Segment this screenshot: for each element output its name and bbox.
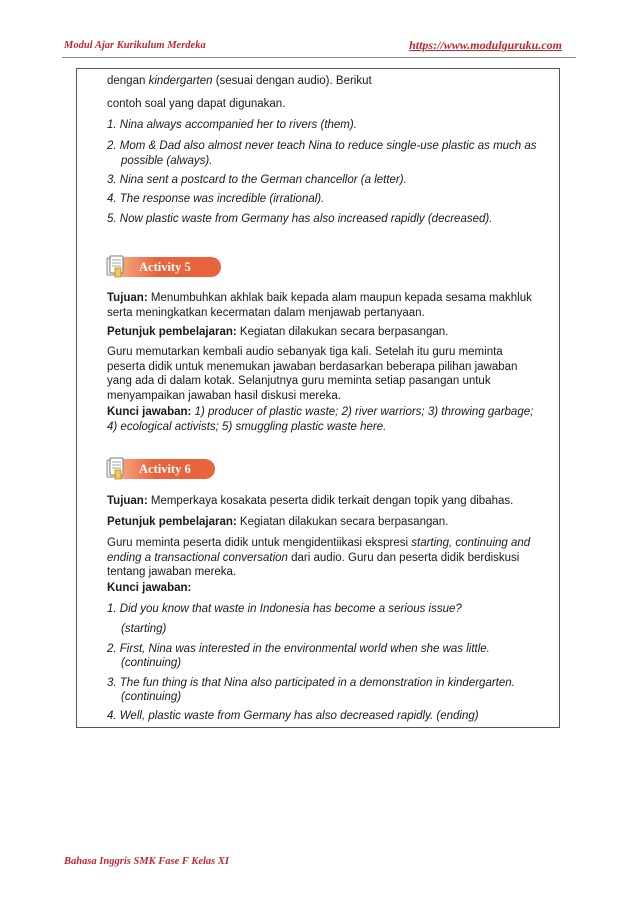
activity-5-kunci: Kunci jawaban: 1) producer of plastic waste; 2) river warriors; 3) throwing garbage; 4) ecological activists; 5) smuggling plastic waste here. (107, 406, 534, 433)
answer-2-tag: (continuing) (121, 657, 182, 669)
intro-item-3: 3. Nina sent a postcard to the German chancellor (a letter). (107, 174, 407, 186)
answer-4: 4. Well, plastic waste from Germany has also decreased rapidly. (ending) (107, 710, 479, 722)
intro-line-1: dengan kindergarten (sesuai dengan audio). Berikut (107, 75, 372, 87)
intro-item-1: 1. Nina always accompanied her to rivers (them). (107, 119, 357, 131)
activity-6-body: Guru meminta peserta didik untuk mengidentiikasi ekspresi starting, continuing and ending a transactional conversation dari audio. Guru dan peserta didik berdiskusi tentang jawaban mereka. (107, 537, 531, 578)
activity-5-body: Guru memutarkan kembali audio sebanyak tiga kali. Setelah itu guru meminta peserta didik untuk menemukan jawaban berdasarkan beberapa pilihan jawaban yang ada di dalam kotak. Selanjutnya guru meminta setiap pasangan untuk menyampaikan jawaban hasil diskusi mereka. (107, 346, 518, 402)
intro-item-4: 4. The response was incredible (irrational). (107, 193, 325, 205)
notebook-icon (105, 457, 125, 481)
answer-3-tag: (continuing) (121, 691, 182, 703)
activity-6-tujuan: Tujuan: Memperkaya kosakata peserta didik terkait dengan topik yang dibahas. (107, 495, 514, 507)
activity-6-kunci-label: Kunci jawaban: (107, 582, 192, 594)
activity-5-label: Activity 5 (115, 257, 221, 277)
activity-6-petunjuk: Petunjuk pembelajaran: Kegiatan dilakukan secara berpasangan. (107, 516, 449, 528)
header-module-title: Modul Ajar Kurikulum Merdeka (64, 40, 206, 51)
header-divider (62, 57, 576, 58)
activity-6-label: Activity 6 (115, 459, 215, 479)
answer-1: 1. Did you know that waste in Indonesia has become a serious issue? (107, 603, 462, 615)
notebook-icon (105, 255, 125, 279)
activity-6-banner (105, 457, 215, 481)
header-website-link[interactable]: https://www.modulguruku.com (409, 38, 562, 52)
activity-5-tujuan: Tujuan: Menumbuhkan akhlak baik kepada alam maupun kepada sesama makhluk serta meningkatkan kecermatan dalam menjawab pertanyaan. (107, 292, 532, 319)
activity-5-banner (105, 255, 221, 279)
answer-2: 2. First, Nina was interested in the environmental world when she was little. (107, 643, 490, 655)
intro-item-2: 2. Mom & Dad also almost never teach Nina to reduce single-use plastic as much as possible (always). (107, 140, 537, 167)
intro-item-5: 5. Now plastic waste from Germany has also increased rapidly (decreased). (107, 213, 493, 225)
intro-line-2: contoh soal yang dapat digunakan. (107, 98, 286, 110)
activity-5-petunjuk: Petunjuk pembelajaran: Kegiatan dilakukan secara berpasangan. (107, 326, 449, 338)
answer-1-tag: (starting) (121, 623, 167, 635)
footer-subject: Bahasa Inggris SMK Fase F Kelas XI (64, 856, 229, 867)
answer-3: 3. The fun thing is that Nina also participated in a demonstration in kindergarten. (107, 677, 515, 689)
content-box (76, 68, 560, 728)
